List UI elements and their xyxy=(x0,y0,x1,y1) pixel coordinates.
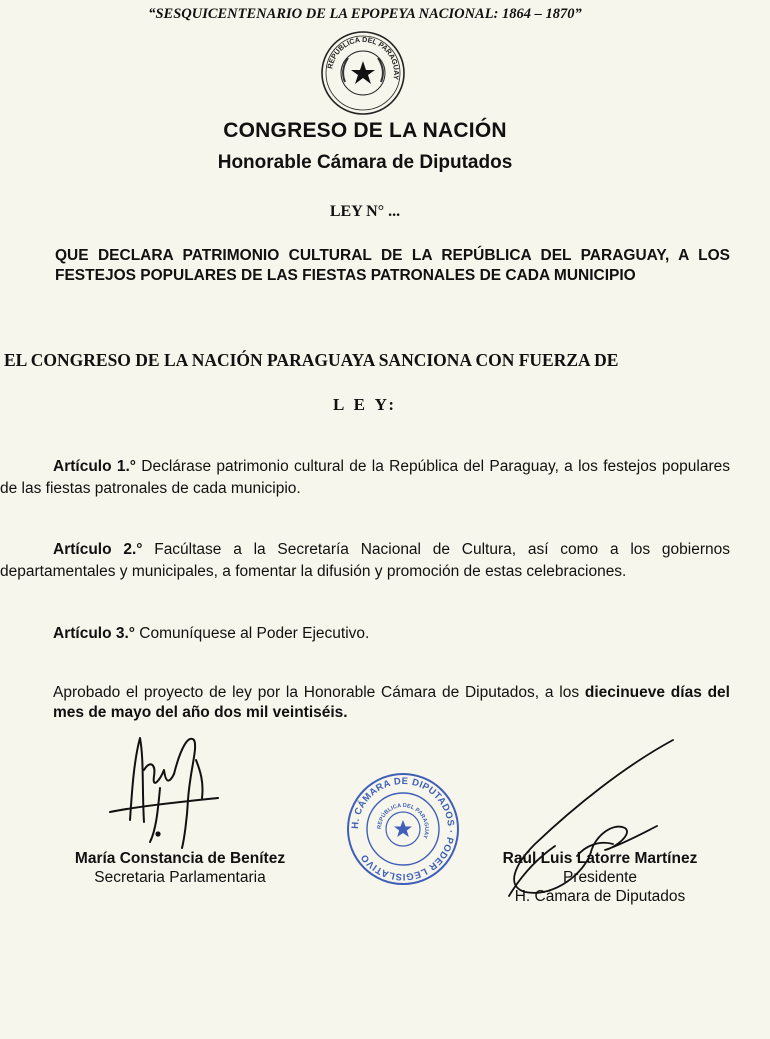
header-motto: “SESQUICENTENARIO DE LA EPOPEYA NACIONAL: 1864 – 1870” xyxy=(148,6,582,22)
crest-text: REPÚBLICA DEL PARAGUAY xyxy=(325,34,402,81)
article-2-label: Artículo 2.° xyxy=(53,541,143,558)
seal-text: H. CÁMARA DE DIPUTADOS · PODER LEGISLATIVO xyxy=(349,775,457,883)
approval-statement xyxy=(53,683,730,723)
approval-text: Aprobado el proyecto de ley por la Honorable Cámara de Diputados, a los xyxy=(53,684,585,701)
congress-name: CONGRESO DE LA NACIÓN xyxy=(223,119,507,142)
president-body: H. Cámara de Diputados xyxy=(514,888,686,905)
signatory-president xyxy=(480,849,720,906)
signature-left-icon xyxy=(100,730,230,850)
enacting-clause: EL CONGRESO DE LA NACIÓN PARAGUAYA SANCIONA CON FUERZA DE xyxy=(4,350,619,370)
article-1 xyxy=(0,456,730,500)
signatory-secretary xyxy=(55,849,305,887)
ley-heading: L E Y: xyxy=(333,395,397,414)
law-number: LEY N° ... xyxy=(329,203,401,220)
secretary-name: María Constancia de Benítez xyxy=(74,850,286,867)
article-3-text: Comuníquese al Poder Ejecutivo. xyxy=(135,625,370,642)
paraguay-crest-icon xyxy=(320,30,406,116)
law-title: QUE DECLARA PATRIMONIO CULTURAL DE LA REPÚBLICA DEL PARAGUAY, A LOS FESTEJOS POPULARES DE LAS FIESTAS PATRONALES DE CADA MUNICIPIO xyxy=(55,247,730,284)
article-2 xyxy=(0,539,730,583)
chamber-seal-icon xyxy=(345,771,461,887)
approval-date: diecinueve días del mes de mayo del año dos mil veintiséis. xyxy=(53,684,730,721)
chamber-name: Honorable Cámara de Diputados xyxy=(217,152,513,173)
article-1-text: Declárase patrimonio cultural de la República del Paraguay, a los festejos populares de las fiestas patronales de cada municipio. xyxy=(0,458,730,497)
secretary-role: Secretaria Parlamentaria xyxy=(94,869,266,886)
president-name: Raúl Luis Latorre Martínez xyxy=(502,850,698,867)
article-3-label: Artículo 3.° xyxy=(53,625,135,642)
seal-inner-text: REPÚBLICA DEL PARAGUAY xyxy=(376,802,430,840)
president-role: Presidente xyxy=(562,869,638,886)
article-2-text: Facúltase a la Secretaría Nacional de Cultura, así como a los gobiernos departamentales y municipales, a fomentar la difusión y promoción de estas celebraciones. xyxy=(0,541,730,580)
article-1-label: Artículo 1.° xyxy=(53,458,136,475)
article-3 xyxy=(0,623,730,645)
